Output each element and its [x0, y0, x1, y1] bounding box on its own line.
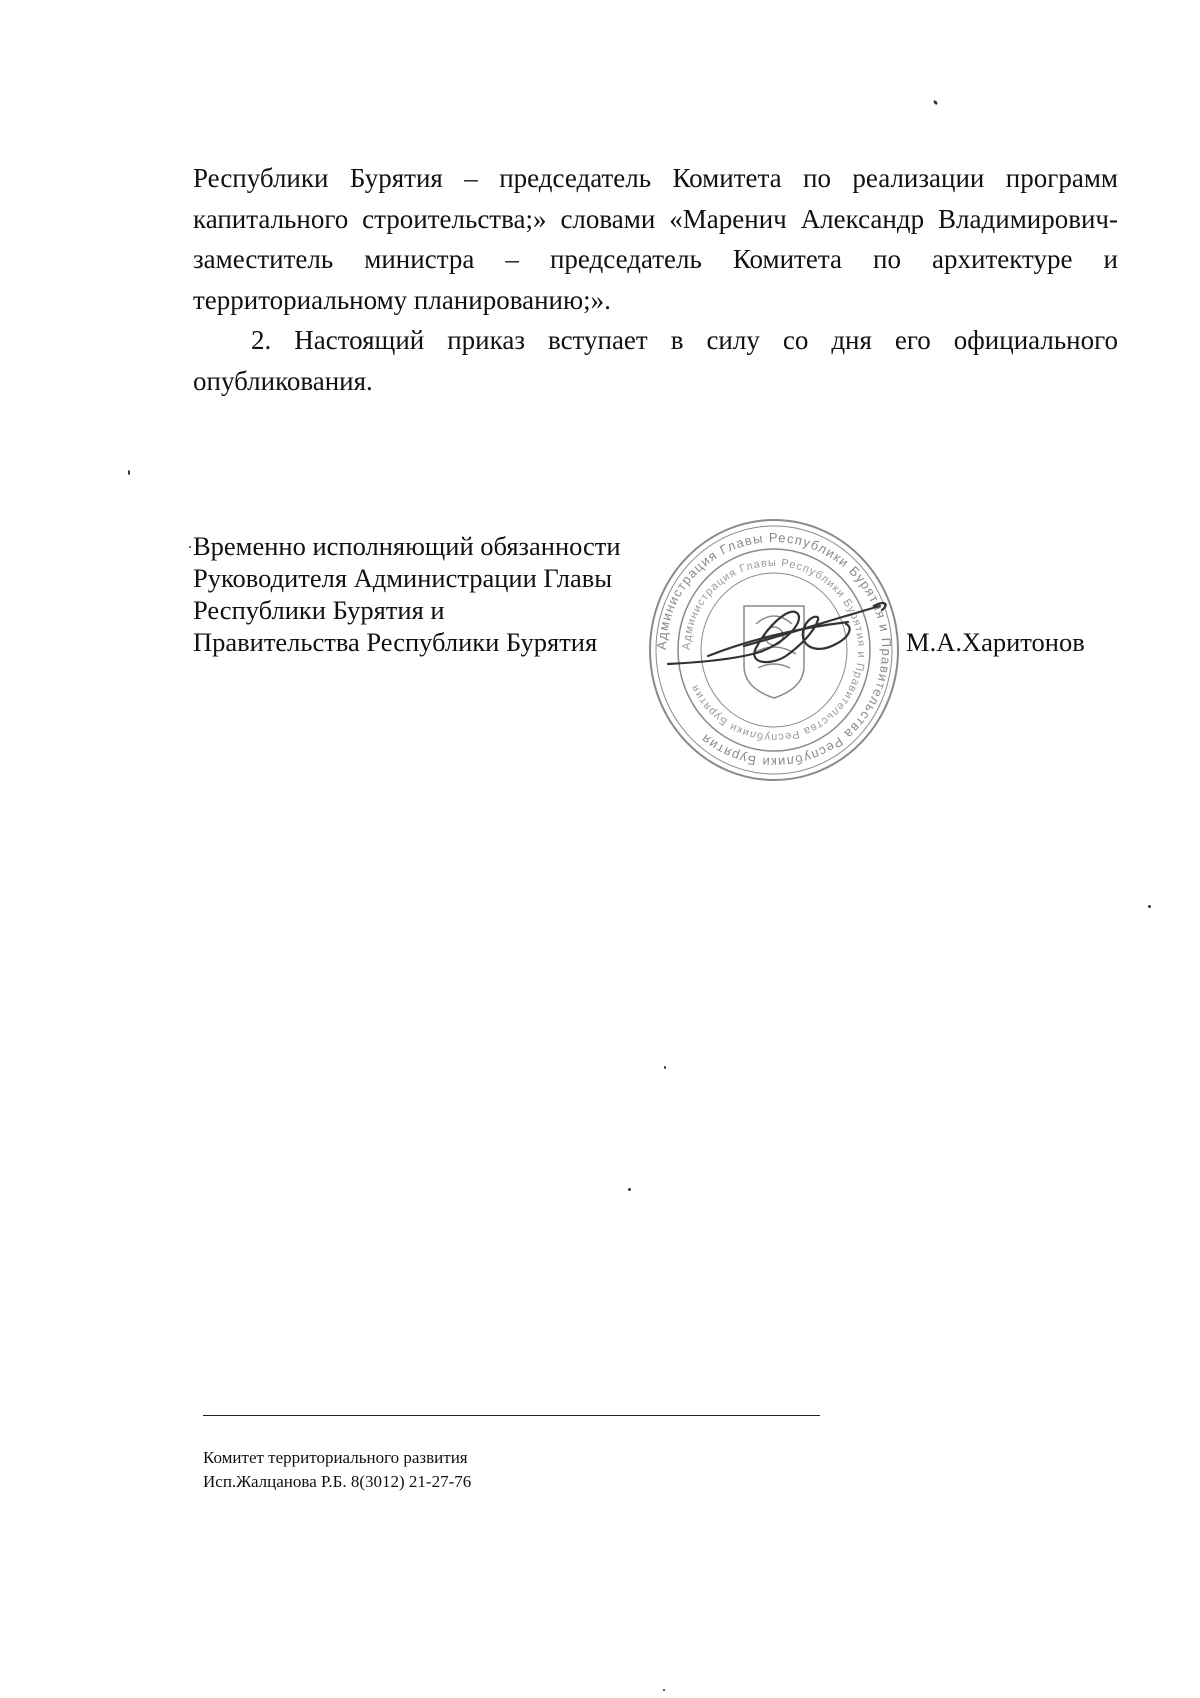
scan-speck	[128, 470, 130, 475]
footer-divider	[203, 1415, 820, 1416]
document-footer	[203, 1446, 471, 1494]
signatory-title-line: Правительства Республики Бурятия	[193, 627, 598, 657]
scan-speck	[189, 546, 191, 548]
signatory-title-line: Республики Бурятия и	[193, 595, 445, 625]
signatory-title-line: Руководителя Администрации Главы	[193, 563, 613, 593]
signatory-title	[193, 530, 653, 658]
scan-speck	[663, 1689, 665, 1691]
scan-speck	[933, 100, 939, 106]
seal-emblem	[744, 606, 804, 698]
scan-speck	[628, 1188, 631, 1191]
official-seal	[648, 516, 900, 784]
footer-department: Комитет территориального развития	[203, 1448, 468, 1467]
signatory-name: М.А.Харитонов	[906, 627, 1085, 657]
footer-executor: Исп.Жалцанова Р.Б. 8(3012) 21-27-76	[203, 1472, 472, 1491]
paragraph-amendment: Республики Бурятия – председатель Комитета по реализации программ капитального строительства;» словами «Маренич Александр Владимирович-заместитель министра – председатель Комитета по архитектуре и территориальному планированию;».	[193, 163, 1118, 315]
paragraph-effective-date: 2. Настоящий приказ вступает в силу со дня его официального опубликования.	[193, 325, 1118, 396]
signatory-title-line: Временно исполняющий обязанности	[193, 531, 621, 561]
document-body	[193, 158, 1118, 401]
seal-outer-text-path: Администрация Главы Республики Бурятия и Правительства Республики Бурятия	[653, 529, 895, 771]
seal-inner-text-path: Администрация Главы Республики Бурятия и Правительства Республики Бурятия	[680, 556, 868, 744]
scan-speck	[1148, 905, 1151, 908]
seal-inner-text	[681, 557, 867, 743]
scan-speck	[664, 1066, 666, 1069]
